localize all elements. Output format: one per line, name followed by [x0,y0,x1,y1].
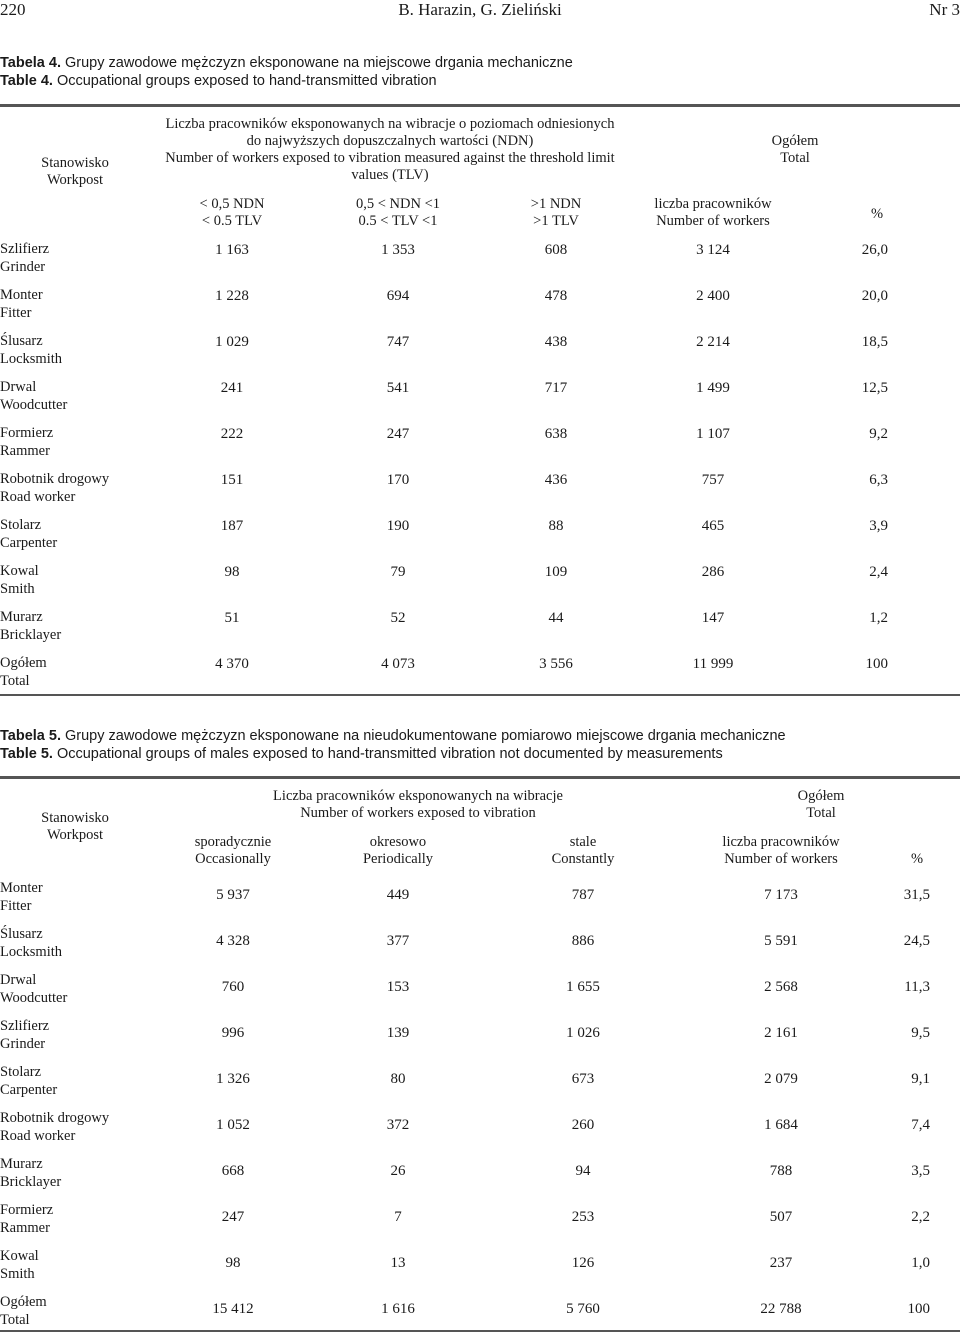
table-cell: 757 [701,472,725,488]
table-cell: 190 [386,518,410,534]
table-cell: 22 788 [760,1301,802,1317]
row-label-pl: Formierz [0,425,54,441]
table-cell: 1 228 [215,288,249,304]
table-cell: 4 073 [381,656,415,672]
table-cell-percent: 100 [865,656,888,672]
row-label-en: Smith [0,581,35,597]
table4-top-rule [0,104,960,107]
table4-sub-workers: liczba pracowników Number of workers [654,196,772,229]
row-label-pl: Drwal [0,972,37,988]
table5-sub-percent: % [910,851,924,867]
table-cell: 126 [571,1255,595,1271]
table-cell-percent: 9,2 [869,426,888,442]
row-label-pl: Ślusarz [0,333,43,349]
table-cell: 187 [220,518,244,534]
row-label-en: Rammer [0,443,50,459]
table-cell: 7 [394,1209,402,1225]
table4-sub-gt1: >1 NDN >1 TLV [530,196,582,229]
table4-sub-percent: % [870,206,884,222]
row-label-en: Road worker [0,1128,76,1144]
table5-sub-constantly: stale Constantly [551,834,615,867]
table-cell: 438 [544,334,568,350]
table5-top-rule [0,776,960,779]
row-label [0,654,47,690]
table5-col-exposed: Liczba pracowników eksponowanych na wibracje Number of workers exposed to vibration [273,788,563,821]
table-cell: 478 [544,288,568,304]
table-cell: 98 [224,564,240,580]
row-label-pl: Robotnik drogowy [0,1110,110,1126]
table-cell: 80 [390,1071,406,1087]
row-label [0,562,39,598]
row-label-pl: Ogółem [0,655,47,671]
table4-bottom-rule [0,694,960,696]
table5-bottom-rule [0,1330,960,1332]
table-cell: 1 163 [215,242,249,258]
row-label [0,1247,39,1283]
table-cell: 541 [386,380,410,396]
table-cell: 2 214 [696,334,730,350]
row-label-pl: Robotnik drogowy [0,471,110,487]
row-label [0,1017,49,1053]
table-cell: 1 026 [566,1025,600,1041]
table-cell: 51 [224,610,240,626]
row-label-en: Woodcutter [0,397,68,413]
row-label-pl: Stolarz [0,517,42,533]
table-cell: 52 [390,610,406,626]
table-cell-percent: 2,2 [911,1209,930,1225]
running-authors: B. Harazin, G. Zieliński [398,0,562,19]
table-cell-percent: 24,5 [903,933,930,949]
row-label-pl: Drwal [0,379,37,395]
table-cell: 1 052 [216,1117,250,1133]
row-label-en: Locksmith [0,351,63,367]
table-cell-percent: 6,3 [869,472,888,488]
row-label [0,1293,47,1329]
row-label-pl: Szlifierz [0,1018,50,1034]
table-cell: 247 [221,1209,245,1225]
row-label-en: Bricklayer [0,1174,62,1190]
table-cell: 44 [548,610,564,626]
table4-caption-en: Table 4. Occupational groups exposed to hand-transmitted vibration [0,73,437,89]
row-label-en: Road worker [0,489,76,505]
table-cell-percent: 1,2 [869,610,888,626]
row-label-en: Bricklayer [0,627,62,643]
row-label-en: Grinder [0,259,46,275]
table4-col-total: Ogółem Total [771,133,819,166]
row-label [0,378,67,414]
table5-col-workpost: Stanowisko Workpost [41,810,109,843]
table-cell: 673 [571,1071,595,1087]
table-cell: 996 [221,1025,245,1041]
table-cell: 2 568 [764,979,798,995]
table-cell-percent: 3,5 [911,1163,930,1179]
table-cell: 153 [386,979,410,995]
table-cell: 1 616 [381,1301,415,1317]
row-label-en: Smith [0,1266,35,1282]
table-cell-percent: 12,5 [861,380,888,396]
table-cell: 139 [386,1025,410,1041]
table-cell-percent: 26,0 [861,242,888,258]
row-label [0,1201,53,1237]
table-cell: 170 [386,472,410,488]
table-cell: 886 [571,933,595,949]
row-label-pl: Monter [0,880,43,896]
issue-number: Nr 3 [929,0,960,19]
table-cell: 26 [390,1163,406,1179]
row-label [0,971,67,1007]
table-cell: 436 [544,472,568,488]
table-cell-percent: 100 [907,1301,930,1317]
table-cell: 1 684 [764,1117,798,1133]
row-label [0,925,62,961]
row-label [0,608,61,644]
row-label-pl: Formierz [0,1202,54,1218]
row-label [0,470,109,506]
row-label [0,240,49,276]
table-cell: 465 [701,518,725,534]
table-cell-percent: 11,3 [904,979,930,995]
row-label-en: Locksmith [0,944,63,960]
row-label-en: Fitter [0,305,32,321]
table-cell: 760 [221,979,245,995]
row-label-pl: Murarz [0,609,43,625]
row-label [0,1155,61,1191]
table-cell: 5 591 [764,933,798,949]
table4-col-exposed: Liczba pracowników eksponowanych na wibracje o poziomach odniesionych do najwyższych dopuszczalnych wartości (NDN) Number of workers exposed to vibration measured against the threshold limit values (TLV) [165,116,615,183]
table-cell: 260 [571,1117,595,1133]
row-label-en: Fitter [0,898,32,914]
table-cell: 1 326 [216,1071,250,1087]
table-cell-percent: 3,9 [869,518,888,534]
table-cell: 13 [390,1255,406,1271]
table-cell: 449 [386,887,410,903]
table-cell: 788 [769,1163,793,1179]
table5-caption-pl: Tabela 5. Grupy zawodowe mężczyzn eksponowane na nieudokumentowane pomiarowo miejscowe drgania mechaniczne [0,728,786,744]
table-cell: 1 029 [215,334,249,350]
row-label-en: Total [0,673,30,689]
row-label [0,879,43,915]
row-label-pl: Murarz [0,1156,43,1172]
row-label-en: Grinder [0,1036,46,1052]
table-cell: 2 079 [764,1071,798,1087]
table-cell: 151 [220,472,244,488]
table-cell: 286 [701,564,725,580]
row-label [0,1063,57,1099]
row-label [0,332,62,368]
row-label [0,516,57,552]
table4-sub-05-1: 0,5 < NDN <1 0.5 < TLV <1 [355,196,441,229]
table-cell: 3 556 [539,656,573,672]
table-cell: 94 [575,1163,591,1179]
table5-caption-en: Table 5. Occupational groups of males exposed to hand-transmitted vibration not documented by measurements [0,746,723,762]
row-label-en: Carpenter [0,535,58,551]
table-cell: 247 [386,426,410,442]
table-cell: 717 [544,380,568,396]
table-cell-percent: 2,4 [869,564,888,580]
table-cell: 1 655 [566,979,600,995]
table5-col-total: Ogółem Total [797,788,845,821]
row-label-pl: Kowal [0,563,39,579]
table-cell-percent: 18,5 [861,334,888,350]
table-cell: 241 [220,380,244,396]
row-label-pl: Ogółem [0,1294,47,1310]
row-label-en: Carpenter [0,1082,58,1098]
table-cell: 7 173 [764,887,798,903]
row-label [0,1109,109,1145]
table-cell: 372 [386,1117,410,1133]
table-cell: 237 [769,1255,793,1271]
table-cell: 109 [544,564,568,580]
row-label-pl: Monter [0,287,43,303]
row-label-pl: Stolarz [0,1064,42,1080]
table-cell: 2 400 [696,288,730,304]
table-cell: 787 [571,887,595,903]
table5-sub-workers: liczba pracowników Number of workers [722,834,840,867]
table-cell-percent: 9,5 [911,1025,930,1041]
table-cell: 377 [386,933,410,949]
table-cell: 694 [386,288,410,304]
table5-sub-periodically: okresowo Periodically [362,834,434,867]
table-cell: 1 107 [696,426,730,442]
row-label-en: Rammer [0,1220,50,1236]
table-cell: 79 [390,564,406,580]
table-cell: 222 [220,426,244,442]
table4-col-workpost: Stanowisko Workpost [41,155,109,188]
table-cell-percent: 20,0 [861,288,888,304]
row-label [0,286,43,322]
table-cell: 5 760 [566,1301,600,1317]
table-cell-percent: 7,4 [911,1117,930,1133]
table-cell: 1 353 [381,242,415,258]
table-cell-percent: 1,0 [911,1255,930,1271]
table-cell: 608 [544,242,568,258]
table-cell: 11 999 [692,656,734,672]
table4-sub-lt05: < 0,5 NDN < 0.5 TLV [199,196,265,229]
row-label-pl: Kowal [0,1248,39,1264]
row-label-pl: Ślusarz [0,926,43,942]
row-label-pl: Szlifierz [0,241,50,257]
table-cell: 88 [548,518,564,534]
row-label [0,424,53,460]
table-cell: 638 [544,426,568,442]
row-label-en: Total [0,1312,30,1328]
table-cell: 147 [701,610,725,626]
table-cell: 668 [221,1163,245,1179]
table-cell-percent: 31,5 [903,887,930,903]
table-cell: 507 [769,1209,793,1225]
table-cell: 747 [386,334,410,350]
table-cell: 5 937 [216,887,250,903]
row-label-en: Woodcutter [0,990,68,1006]
table5-sub-occasionally: sporadycznie Occasionally [194,834,272,867]
table-cell-percent: 9,1 [911,1071,930,1087]
table4-caption-pl: Tabela 4. Grupy zawodowe mężczyzn eksponowane na miejscowe drgania mechaniczne [0,55,573,71]
table-cell: 4 370 [215,656,249,672]
table-cell: 1 499 [696,380,730,396]
table-cell: 3 124 [696,242,730,258]
table-cell: 253 [571,1209,595,1225]
table-cell: 2 161 [764,1025,798,1041]
page-number: 220 [0,0,26,19]
table-cell: 98 [225,1255,241,1271]
table-cell: 15 412 [212,1301,254,1317]
table-cell: 4 328 [216,933,250,949]
